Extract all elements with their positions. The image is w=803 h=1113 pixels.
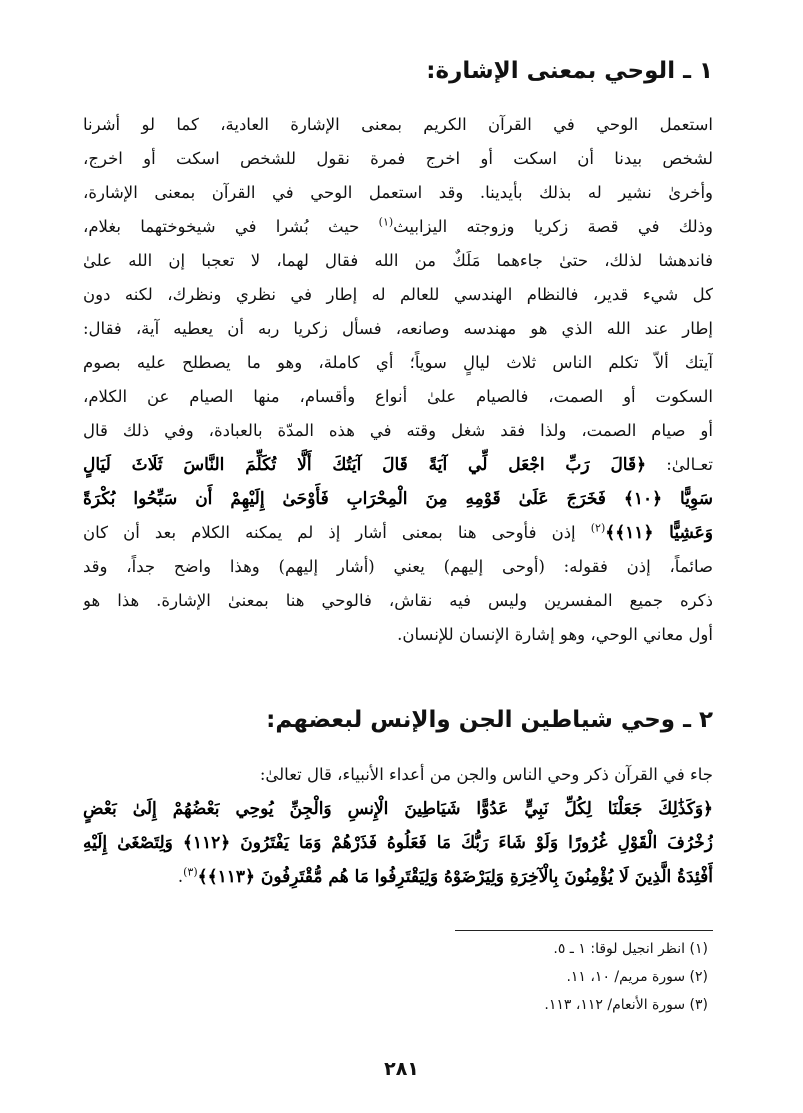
text-line: آيتك ألاّ تكلم الناس ثلاث ليالٍ سوياً؛ أي كاملة، وهو ما يصطلح عليه بصوم [83,353,713,372]
text-segment: وذلك في قصة زكريا وزوجته اليزابيث [393,217,713,236]
text-segment: حيث بُشرا في شيخوختهما بغلام، [83,217,379,236]
quran-verse-line [83,516,713,550]
text-line: أو صيام الصمت، ولذا فقد شغل وقته في هذه المدّة بالعبادة، وفي ذلك قال [83,421,713,440]
footnotes [308,935,708,1019]
footnote-marker-1: (١) [378,215,394,229]
section-1-heading: ١ ـ الوحي بمعنى الإشارة: [426,58,713,84]
section-1-paragraph [83,108,713,652]
text-line: السكوت أو الصمت، فالصيام علىٰ أنواع وأقسام، منها الصيام عن الكلام، [83,387,713,406]
quran-verse-line [83,860,713,894]
section-2-heading: ٢ ـ وحي شياطين الجن والإنس لبعضهم: [266,707,713,733]
text-line: جاء في القرآن ذكر وحي الناس والجن من أعداء الأنبياء، قال تعالىٰ: [259,765,713,784]
text-line: أول معاني الوحي، وهو إشارة الإنسان للإنسان. [397,625,713,644]
text-line: وأخرىٰ نشير له بذلك بأيدينا. وقد استعمل الوحي في القرآن بمعنى الإشارة، [83,183,713,202]
page-number: ٢٨١ [384,1058,419,1080]
quran-verse-line: سَوِيًّا ﴿١٠﴾ فَخَرَجَ عَلَىٰ قَوْمِهِ مِنَ الْمِحْرَابِ فَأَوْحَىٰ إِلَيْهِمْ أَن سَبِّحُوا بُكْرَةً [83,489,713,509]
text-line: ذكره جميع المفسرين وليس فيه نقاش، فالوحي هنا بمعنىٰ الإشارة. هذا هو [83,591,713,610]
text-line-with-footnote [83,210,713,244]
footnote-1: (١) انظر انجيل لوقا: ١ ـ ٥. [553,941,708,957]
footnote-divider [455,930,713,931]
text-line: استعمل الوحي في القرآن الكريم بمعنى الإشارة العادية، كما لو أشرنا [83,115,713,134]
text-line: كل شيء قدير، فالنظام الهندسي للعالم له إطار في نظري ونظرك، لكنه دون [83,285,713,304]
text-line: لشخص بيدنا أن اسكت أو اخرج فمرة نقول للشخص اسكت أو اخرج، [83,149,713,168]
quran-verse: وَعَشِيًّا ﴿١١﴾﴾ [605,523,713,543]
footnote-3: (٣) سورة الأنعام/ ١١٢، ١١٣. [544,997,708,1013]
text-line: صائماً، إذن فقوله: (أوحى إليهم) يعني (أشار إليهم) وهذا واضح جداً، وقد [83,557,713,576]
footnote-marker-2: (٢) [590,521,606,535]
text-line: إطار عند الله الذي هو مهندسه وصانعه، فسأل زكريا ربه أن يعطيه آية، فقال: [83,319,713,338]
quran-verse-line: زُخْرُفَ الْقَوْلِ غُرُورًا وَلَوْ شَاءَ رَبُّكَ مَا فَعَلُوهُ فَذَرْهُمْ وَمَا يَفْتَرُونَ ﴿١١٢﴾ وَلِتَصْغَىٰ إِلَيْهِ [83,833,713,853]
quran-verse: أَفْئِدَةُ الَّذِينَ لَا يُؤْمِنُونَ بِالْآخِرَةِ وَلِيَرْضَوْهُ وَلِيَقْتَرِفُوا مَا هُم مُّقْتَرِفُونَ ﴿١١٣﴾﴾ [197,867,713,887]
text-segment: تعـالىٰ: [646,455,713,474]
quran-verse-line: ﴿وَكَذَٰلِكَ جَعَلْنَا لِكُلِّ نَبِيٍّ عَدُوًّا شَيَاطِينَ الْإِنسِ وَالْجِنِّ يُوحِي بَعْضُهُمْ إِلَىٰ بَعْضٍ [83,799,713,819]
footnote-marker-3: (٣) [183,865,198,879]
quran-verse-line [83,448,713,482]
quran-verse: ﴿قَالَ رَبِّ اجْعَل لِّي آيَةً قَالَ آيَتُكَ أَلَّا تُكَلِّمَ النَّاسَ ثَلَاثَ لَيَالٍ [83,455,647,475]
text-segment: . [177,867,184,886]
section-2-paragraph [83,758,713,894]
text-line: فاندهشا لذلك، حتىٰ جاءهما مَلَكٌ من الله فقال لهما، لا تعجبا إن الله علىٰ [83,251,713,270]
text-segment: إذن فأوحى هنا بمعنى أشار إذ لم يمكنه الكلام بعد أن كان [83,523,591,542]
footnote-2: (٢) سورة مريم/ ١٠، ١١. [566,969,708,985]
